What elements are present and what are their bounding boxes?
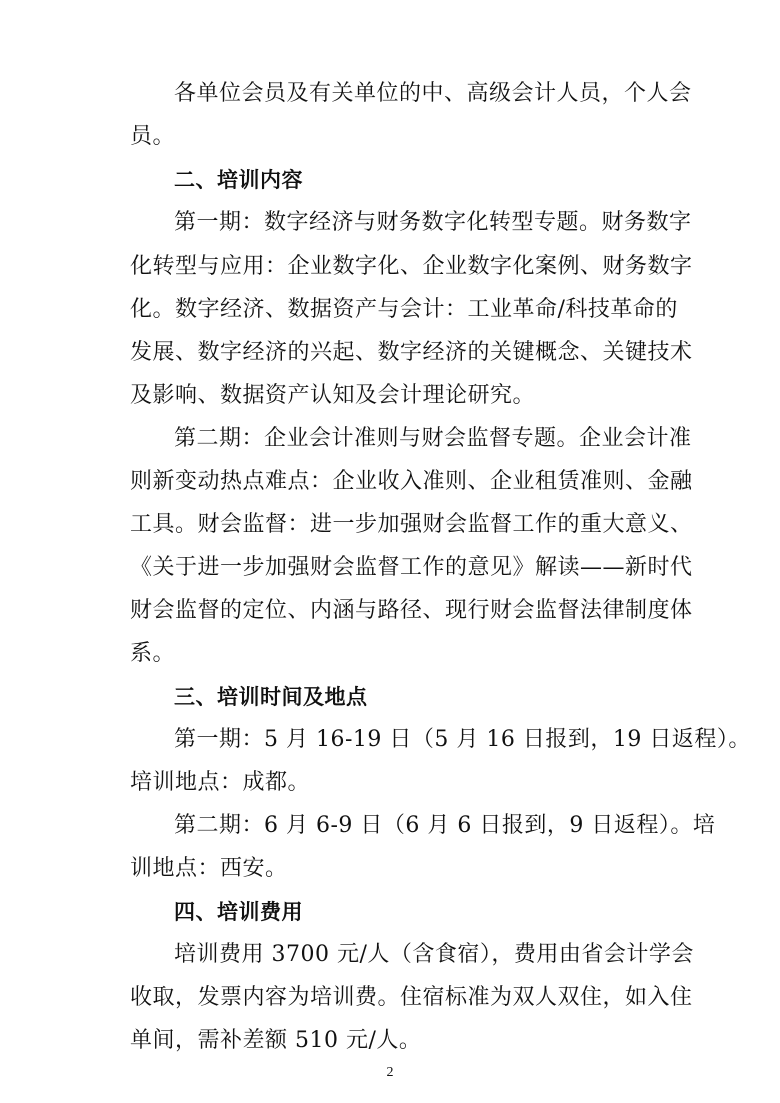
body-text-line: 则新变动热点难点：企业收入准则、企业租赁准则、金融	[130, 469, 693, 494]
body-text-line: 单间，需补差额 510 元/人。	[130, 1028, 422, 1053]
section-heading-fees: 四、培训费用	[174, 900, 303, 924]
body-text-line: 及影响、数据资产认知及会计理论研究。	[130, 383, 536, 408]
body-text-line: 系。	[130, 641, 176, 666]
body-text-line: 培训费用 3700 元/人（含食宿），费用由省会计学会	[174, 942, 694, 967]
page-number: 2	[386, 1065, 394, 1080]
body-text-line: 各单位会员及有关单位的中、高级会计人员，个人会	[174, 81, 692, 106]
body-text-line: 《关于进一步加强财会监督工作的意见》解读——新时代	[130, 555, 693, 580]
section-heading-time-location: 三、培训时间及地点	[174, 685, 368, 709]
body-text-line: 收取，发票内容为培训费。住宿标准为双人双住，如入住	[130, 985, 693, 1010]
body-text-line: 财会监督的定位、内涵与路径、现行财会监督法律制度体	[130, 598, 693, 623]
body-text-line: 第二期：企业会计准则与财会监督专题。企业会计准	[174, 426, 692, 451]
body-text-line: 化。数字经济、数据资产与会计：工业革命/科技革命的	[130, 297, 678, 322]
section-heading-training-content: 二、培训内容	[174, 168, 303, 192]
body-text-line: 第一期：数字经济与财务数字化转型专题。财务数字	[174, 210, 692, 235]
body-text-line: 员。	[130, 124, 176, 149]
body-text-line: 培训地点：成都。	[130, 770, 311, 795]
body-text-line: 第一期：5 月 16-19 日（5 月 16 日报到，19 日返程）。	[174, 727, 751, 752]
body-text-line: 第二期：6 月 6-9 日（6 月 6 日报到，9 日返程）。培	[174, 813, 716, 838]
body-text-line: 训地点：西安。	[130, 856, 288, 881]
body-text-line: 发展、数字经济的兴起、数字经济的关键概念、关键技术	[130, 340, 693, 365]
body-text-line: 工具。财会监督：进一步加强财会监督工作的重大意义、	[130, 512, 693, 537]
body-text-line: 化转型与应用：企业数字化、企业数字化案例、财务数字	[130, 254, 693, 279]
